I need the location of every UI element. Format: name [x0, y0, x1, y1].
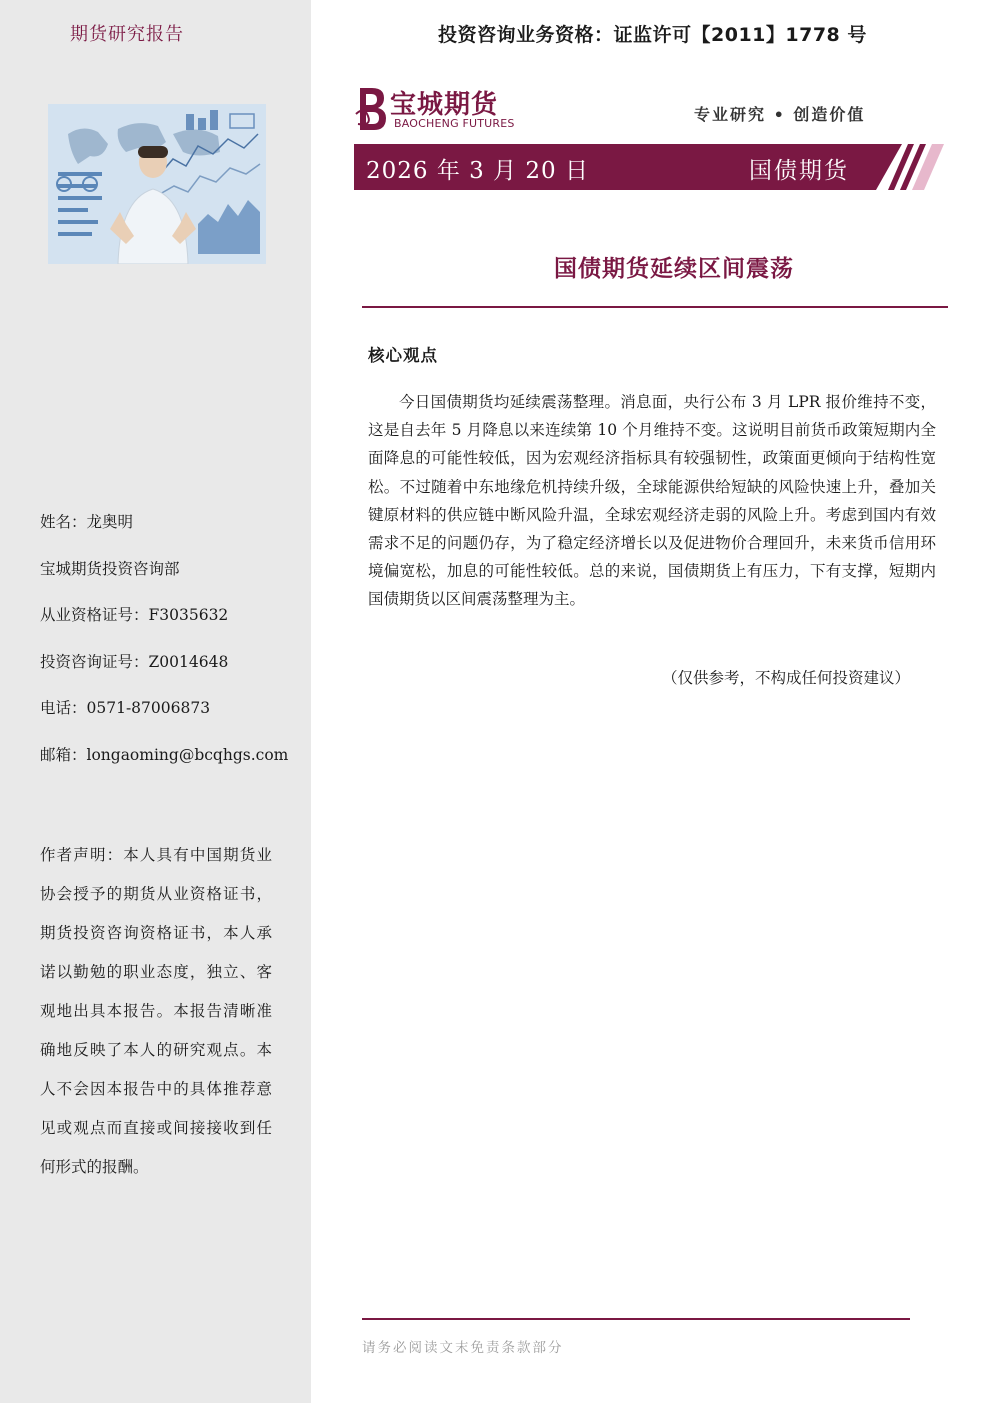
- author-info: [40, 508, 288, 788]
- author-email: 邮箱：longaoming@bcqhgs.com: [40, 745, 289, 764]
- company-slogan: 专业研究 • 创造价值: [694, 105, 866, 124]
- logo-mark-icon: [354, 84, 390, 134]
- author-consulting-no: 投资咨询证号：Z0014648: [40, 652, 229, 671]
- sidebar: [0, 0, 311, 1403]
- investment-disclaimer: （仅供参考，不构成任何投资建议）: [662, 669, 911, 687]
- report-date: 2026 年 3 月 20 日: [366, 158, 589, 184]
- logo-chinese-name: 宝城期货: [390, 90, 499, 120]
- report-title: 国债期货延续区间震荡: [554, 256, 794, 282]
- footer-divider: [362, 1318, 910, 1320]
- license-qualification: 投资咨询业务资格：证监许可【2011】1778 号: [438, 24, 867, 46]
- author-qualification-no: 从业资格证号：F3035632: [40, 606, 229, 625]
- author-phone: 电话：0571-87006873: [40, 699, 211, 718]
- author-statement: 作者声明：本人具有中国期货业协会授予的期货从业资格证书，期货投资咨询资格证书，本人承诺以勤勉的职业态度，独立、客观地出具本报告。本报告清晰准确地反映了本人的研究观点。本人不会因本报告中的具体推荐意见或观点而直接或间接接收到任何形式的报酬。: [40, 846, 272, 1176]
- date-banner: [354, 144, 944, 190]
- company-logo: [354, 84, 534, 134]
- logo-english-name: BAOCHENG FUTURES: [394, 117, 515, 130]
- title-divider: [362, 306, 948, 308]
- section-heading: 核心观点: [368, 346, 438, 365]
- author-department: 宝城期货投资咨询部: [40, 559, 180, 578]
- report-category: 国债期货: [749, 158, 849, 184]
- footer-notice: 请务必阅读文末免责条款部分: [362, 1340, 564, 1356]
- author-name: 姓名：龙奥明: [40, 513, 134, 531]
- report-type-label: 期货研究报告: [70, 24, 184, 45]
- report-body: 今日国债期货均延续震荡整理。消息面，央行公布 3 月 LPR 报价维持不变，这是自去年 5 月降息以来连续第 10 个月维持不变。这说明目前货币政策短期内全面降息的可能性较低，因为宏观经济指标具有较强韧性，政策面更倾向于结构性宽松。不过随着中东地缘危机持续升级，全球能源供给短缺的风险快速上升，叠加关键原材料的供应链中断风险升温，全球宏观经济走弱的风险上升。考虑到国内有效需求不足的问题仍存，为了稳定经济增长以及促进物价合理回升，未来货币信用环境偏宽松，加息的可能性较低。总的来说，国债期货上有压力，下有支撑，短期内国债期货以区间震荡整理为主。: [368, 393, 936, 609]
- cover-illustration: [48, 104, 266, 264]
